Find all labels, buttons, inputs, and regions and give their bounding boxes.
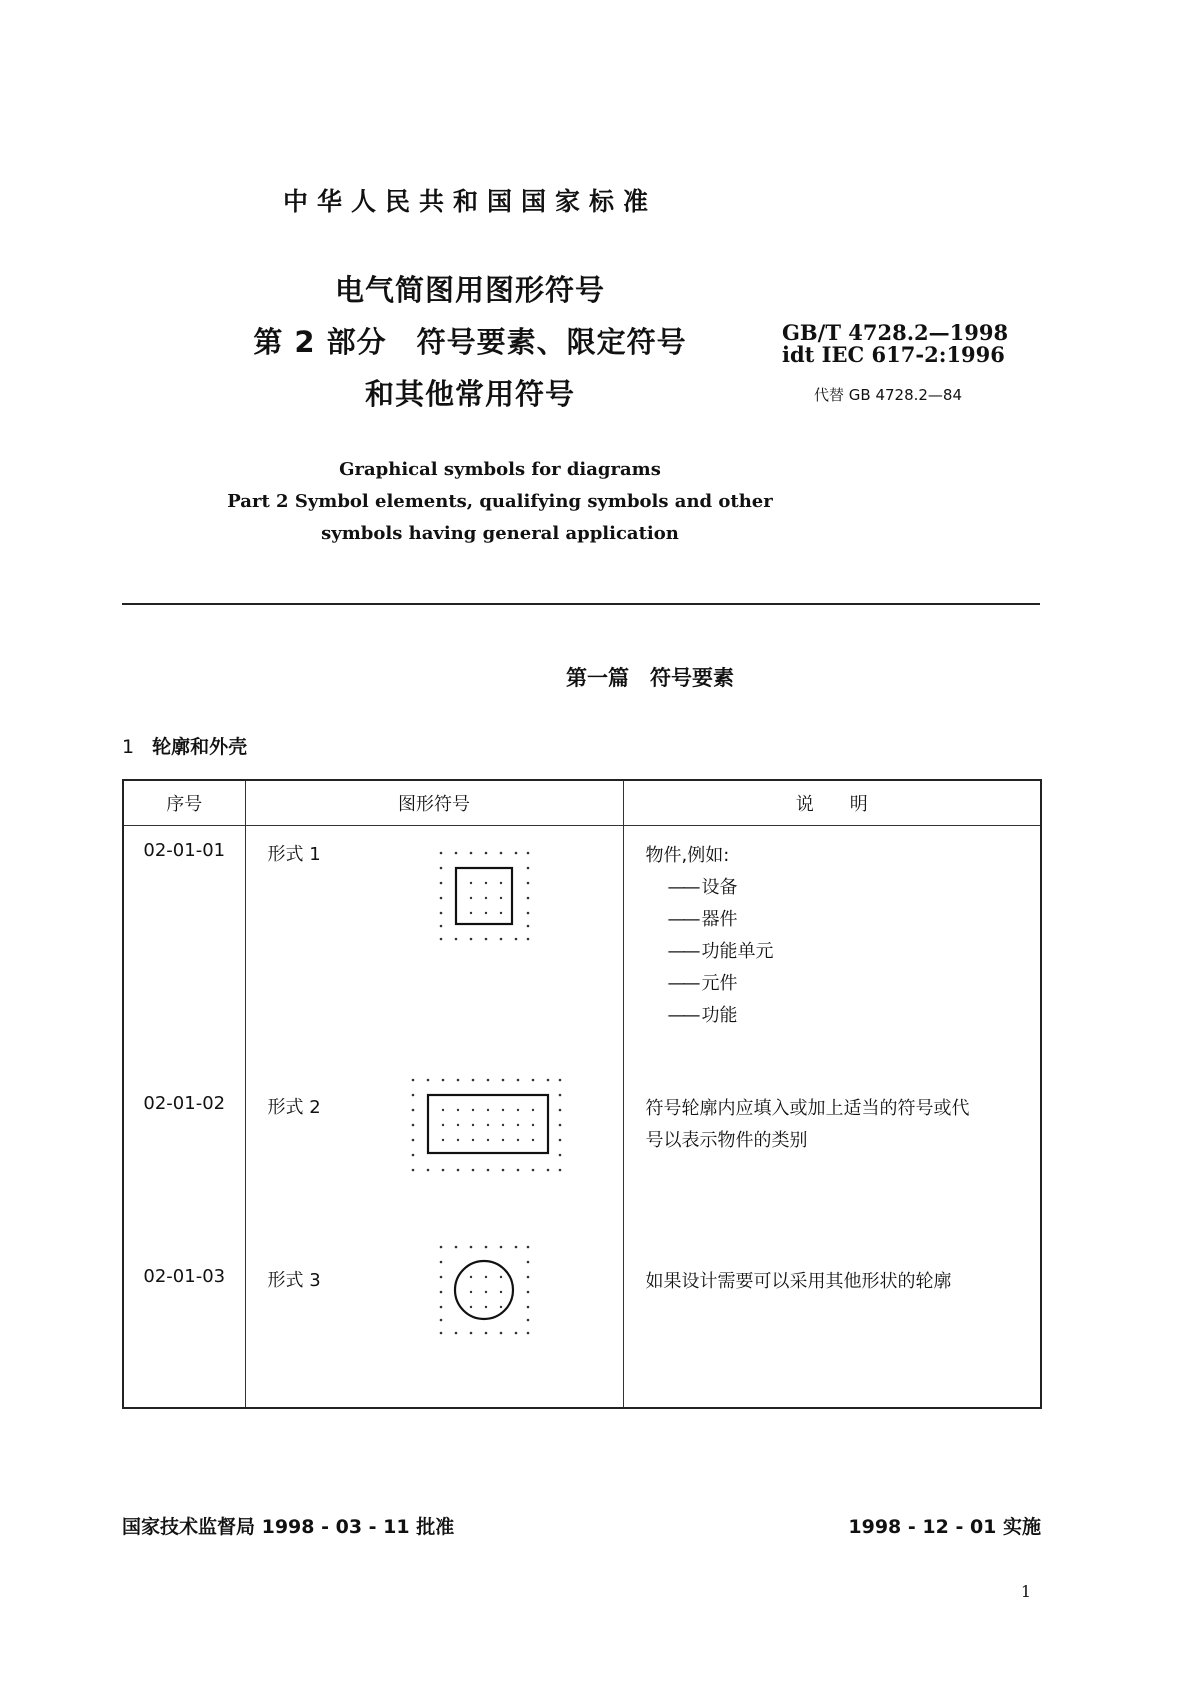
english-title-line-1: Graphical symbols for diagrams xyxy=(339,459,661,480)
clause-title: 轮廓和外壳 xyxy=(152,736,248,758)
circle-outline-icon xyxy=(436,1242,532,1338)
desc-line: 符号轮廓内应填入或加上适当的符号或代 xyxy=(645,1098,970,1119)
replaces-reference: 代替 GB 4728.2—84 xyxy=(814,386,963,404)
table-row xyxy=(123,826,1041,1080)
square-outline-icon xyxy=(436,848,532,944)
row-form-label: 形式 1 xyxy=(267,844,321,865)
desc-line: 如果设计需要可以采用其他形状的轮廓 xyxy=(645,1271,952,1292)
header-divider xyxy=(122,603,1040,605)
table-row xyxy=(123,1079,1041,1252)
desc-line: 号以表示物件的类别 xyxy=(645,1130,808,1151)
header-symbol: 图形符号 xyxy=(245,780,623,826)
english-title xyxy=(0,454,1000,550)
idt-reference: idt IEC 617-2:1996 xyxy=(782,342,1005,367)
row-symbol-cell xyxy=(245,1252,623,1408)
row-seq: 02-01-03 xyxy=(143,1266,226,1287)
section-title: 第一篇 符号要素 xyxy=(566,666,734,690)
row-symbol-cell xyxy=(245,826,623,1080)
title-line-1: 电气简图用图形符号 xyxy=(334,273,605,307)
english-title-line-2: Part 2 Symbol elements, qualifying symbols and other xyxy=(227,491,773,512)
desc-item: —— 功能 xyxy=(646,1000,1040,1032)
title-line-2: 第 2 部分 符号要素、限定符号 xyxy=(253,325,687,359)
header-description: 说 明 xyxy=(623,780,1041,826)
row-description xyxy=(623,1252,1041,1408)
standard-code: GB/T 4728.2—1998 xyxy=(782,320,1009,345)
row-form-label: 形式 2 xyxy=(267,1097,321,1118)
title-line-3: 和其他常用符号 xyxy=(364,377,575,411)
row-description xyxy=(623,826,1041,1080)
clause-number: 1 xyxy=(122,736,135,758)
desc-item: —— 器件 xyxy=(646,904,1040,936)
row-seq: 02-01-02 xyxy=(143,1093,226,1114)
row-form-label: 形式 3 xyxy=(267,1270,321,1291)
approval-date: 国家技术监督局 1998 - 03 - 11 批准 xyxy=(122,1516,455,1538)
desc-item: —— 元件 xyxy=(646,968,1040,1000)
effective-date: 1998 - 12 - 01 实施 xyxy=(848,1516,1041,1538)
desc-item: —— 设备 xyxy=(646,872,1040,904)
desc-line: 物件,例如: xyxy=(645,845,730,866)
row-symbol-cell xyxy=(245,1079,623,1252)
table-row xyxy=(123,1252,1041,1408)
standard-code-block xyxy=(782,322,1052,405)
page-number: 1 xyxy=(1020,1582,1031,1601)
header-seq: 序号 xyxy=(123,780,245,826)
symbol-table xyxy=(122,779,1042,1409)
desc-item: —— 功能单元 xyxy=(646,936,1040,968)
table-header-row xyxy=(123,780,1041,826)
clause-heading xyxy=(122,732,247,759)
row-description xyxy=(623,1079,1041,1252)
rectangle-outline-icon xyxy=(408,1075,564,1175)
english-title-line-3: symbols having general application xyxy=(321,523,679,544)
row-seq: 02-01-01 xyxy=(143,840,226,861)
national-standard-label: 中华人民共和国国家标准 xyxy=(282,187,657,216)
